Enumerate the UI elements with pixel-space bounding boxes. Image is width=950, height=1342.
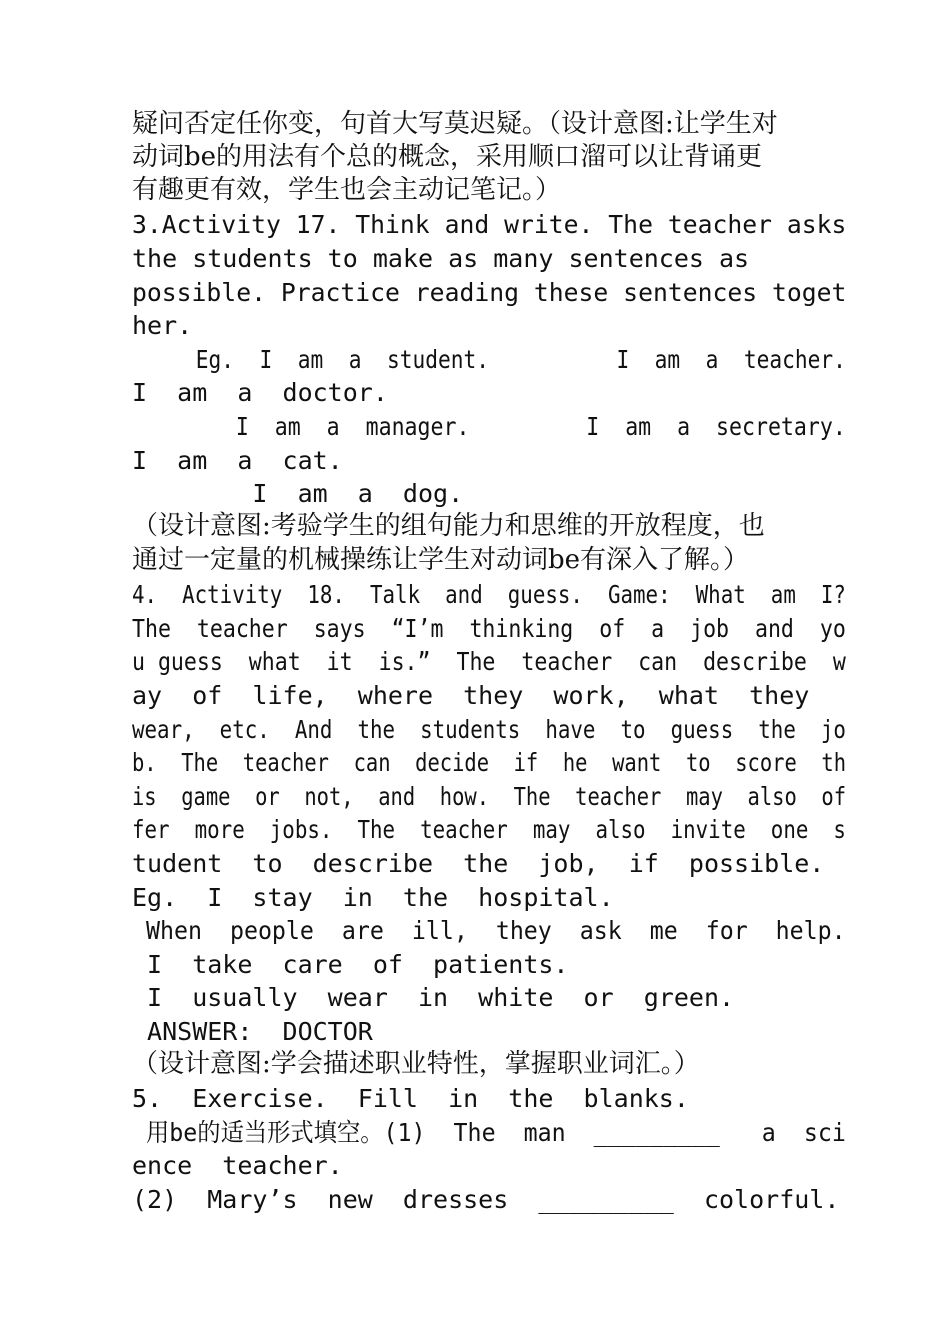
text-line: 5. Exercise. Fill in the blanks. bbox=[132, 1084, 689, 1113]
text-line: 动词be的用法有个总的概念，采用顺口溜可以让背诵更 bbox=[132, 142, 763, 172]
text-line: When people are ill, they ask me for help. bbox=[132, 916, 846, 945]
text-line: I take care of patients. bbox=[132, 950, 569, 979]
text-line: 用be的适当形式填空。(1) The man _________ a sci bbox=[132, 1118, 846, 1147]
text-line: 疑问否定任你变，句首大写莫迟疑。（设计意图:让学生对 bbox=[132, 109, 778, 139]
text-line: I usually wear in white or green. bbox=[132, 983, 735, 1012]
text-line: wear, etc. And the students have to guess the jo bbox=[132, 715, 846, 744]
text-line: tudent to describe the job, if possible. bbox=[132, 849, 825, 878]
text-line: 通过一定量的机械操练让学生对动词be有深入了解。） bbox=[132, 545, 750, 575]
text-line: Eg. I am a student. I am a teacher. bbox=[132, 345, 846, 374]
text-line: ay of life, where they work, what they bbox=[132, 681, 810, 710]
text-line: ANSWER: DOCTOR bbox=[132, 1017, 373, 1046]
text-line: fer more jobs. The teacher may also invite one s bbox=[132, 815, 846, 844]
text-line: I am a manager. I am a secretary. bbox=[132, 412, 846, 441]
text-line: is game or not, and how. The teacher may also of bbox=[132, 782, 847, 811]
text-line: （设计意图:学会描述职业特性，掌握职业词汇。） bbox=[132, 1049, 700, 1079]
text-line: (2) Mary’s new dresses _________ colorful. bbox=[132, 1185, 840, 1214]
text-line: I am a doctor. bbox=[132, 378, 388, 407]
text-line: I am a cat. bbox=[132, 446, 343, 475]
text-line: the students to make as many sentences as bbox=[132, 244, 750, 273]
text-line: 4. Activity 18. Talk and guess. Game: What am I? bbox=[132, 580, 846, 609]
text-line: possible. Practice reading these sentences toget bbox=[132, 278, 847, 307]
text-line: b. The teacher can decide if he want to score th bbox=[132, 748, 847, 777]
text-line: （设计意图:考验学生的组句能力和思维的开放程度，也 bbox=[132, 511, 765, 541]
text-line: Eg. I stay in the hospital. bbox=[132, 883, 614, 912]
text-line: ence teacher. bbox=[132, 1151, 343, 1180]
text-line: The teacher says “I’m thinking of a job and yo bbox=[132, 614, 846, 643]
text-line: u guess what it is.” The teacher can describe w bbox=[132, 647, 846, 676]
text-line: her. bbox=[132, 311, 193, 340]
text-line: 有趣更有效，学生也会主动记笔记。） bbox=[132, 175, 562, 205]
text-line: I am a dog. bbox=[132, 479, 464, 508]
text-line: 3.Activity 17. Think and write. The teacher asks bbox=[132, 210, 847, 239]
